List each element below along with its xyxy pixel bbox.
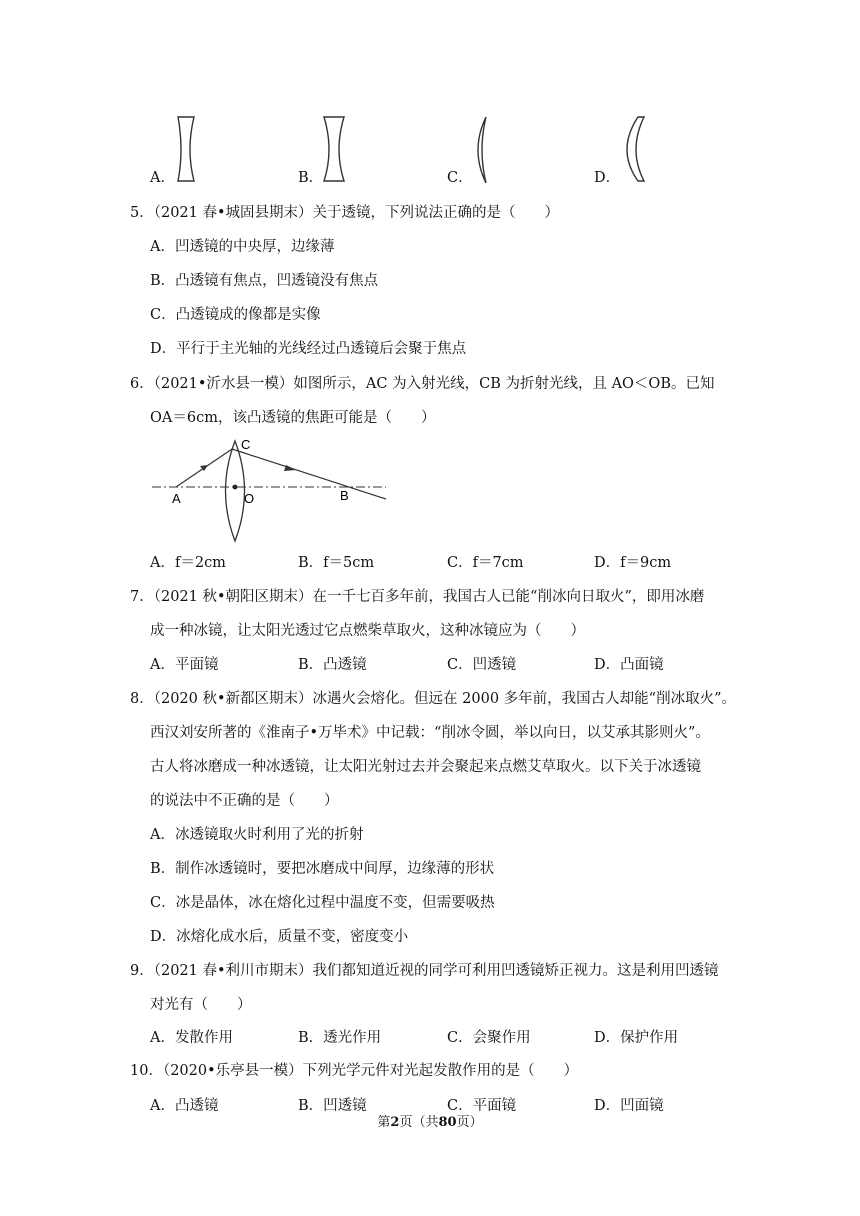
q7-option-b: B．凸透镜: [298, 657, 367, 673]
q7-option-a: A．平面镜: [150, 657, 219, 673]
q6-label-c: C: [241, 437, 251, 452]
q8-stem-line2: 西汉刘安所著的《淮南子•万毕术》中记载：“削冰令圆，举以向日，以艾承其影则火”。: [150, 725, 710, 741]
lens-a-figure: [172, 115, 202, 185]
q8-option-c: C．冰是晶体，冰在熔化过程中温度不变，但需要吸热: [150, 895, 495, 911]
q8-option-b: B．制作冰透镜时，要把冰磨成中间厚，边缘薄的形状: [150, 861, 495, 877]
q6-stem-line2: OA＝6cm，该凸透镜的焦距可能是（ ）: [150, 410, 436, 426]
q8-stem-line1: 8．（2020 秋•新都区期末）冰遇火会熔化。但远在 2000 多年前，我国古人却能“削冰取火”。: [130, 691, 736, 707]
q7-stem-line1: 7．（2021 秋•朝阳区期末）在一千七百多年前，我国古人已能“削冰向日取火”，即用冰磨: [130, 589, 705, 605]
q6-label-o: O: [244, 491, 255, 506]
lens-d-figure: [614, 115, 648, 185]
q4-option-c: C．: [447, 170, 473, 186]
q6-option-b: B．f＝5cm: [298, 555, 375, 571]
q5-stem: 5．（2021 春•城固县期末）关于透镜，下列说法正确的是（ ）: [130, 205, 560, 221]
q10-option-a: A．凸透镜: [150, 1098, 219, 1114]
q8-option-a: A．冰透镜取火时利用了光的折射: [150, 827, 364, 843]
lens-c-figure: [466, 115, 496, 185]
q9-stem-line2: 对光有（ ）: [150, 997, 252, 1013]
q5-option-d: D．平行于主光轴的光线经过凸透镜后会聚于焦点: [150, 341, 467, 357]
q4-option-a: A．: [150, 170, 175, 186]
footer-middle: 页（共: [399, 1115, 439, 1130]
q5-option-b: B．凸透镜有焦点，凹透镜没有焦点: [150, 273, 379, 289]
footer-suffix: 页）: [456, 1115, 483, 1130]
q8-stem-line3: 古人将冰磨成一种冰透镜，让太阳光射过去并会聚起来点燃艾草取火。以下关于冰透镜: [150, 759, 701, 775]
footer-page-number: 2: [390, 1115, 400, 1130]
q10-option-d: D．凹面镜: [594, 1098, 664, 1114]
q6-label-b: B: [340, 488, 349, 503]
q5-option-a: A．凹透镜的中央厚，边缘薄: [150, 239, 335, 255]
q6-stem-line1: 6．（2021•沂水县一模）如图所示，AC 为入射光线，CB 为折射光线，且 AO＜OB。已知: [130, 376, 715, 392]
q9-option-d: D．保护作用: [594, 1030, 679, 1046]
q6-option-a: A．f＝2cm: [150, 555, 226, 571]
q8-option-d: D．冰熔化成水后，质量不变，密度变小: [150, 929, 409, 945]
q8-stem-line4: 的说法中不正确的是（ ）: [150, 793, 339, 809]
q7-stem-line2: 成一种冰镜，让太阳光透过它点燃柴草取火，这种冰镜应为（ ）: [150, 623, 585, 639]
q4-option-d: D．: [594, 170, 621, 186]
q6-label-a: A: [172, 491, 181, 506]
footer-total-pages: 80: [438, 1115, 457, 1130]
q6-option-d: D．f＝9cm: [594, 555, 672, 571]
q9-option-c: C．会聚作用: [447, 1030, 531, 1046]
page-footer: [0, 1111, 860, 1130]
q6-option-c: C．f＝7cm: [447, 555, 524, 571]
q7-option-d: D．凸面镜: [594, 657, 664, 673]
lens-b-figure: [318, 115, 352, 185]
q10-stem: 10．（2020•乐亭县一模）下列光学元件对光起发散作用的是（ ）: [130, 1063, 579, 1079]
q9-stem-line1: 9．（2021 春•利川市期末）我们都知道近视的同学可利用凹透镜矫正视力。这是利用凹透镜: [130, 963, 719, 979]
q9-option-b: B．透光作用: [298, 1030, 382, 1046]
q10-option-b: B．凹透镜: [298, 1098, 367, 1114]
footer-prefix: 第: [377, 1115, 391, 1130]
q7-option-c: C．凹透镜: [447, 657, 517, 673]
q5-option-c: C．凸透镜成的像都是实像: [150, 307, 321, 323]
q10-option-c: C．平面镜: [447, 1098, 517, 1114]
q9-option-a: A．发散作用: [150, 1030, 233, 1046]
q4-option-b: B．: [298, 170, 324, 186]
q6-lens-ray-diagram: [150, 435, 390, 545]
